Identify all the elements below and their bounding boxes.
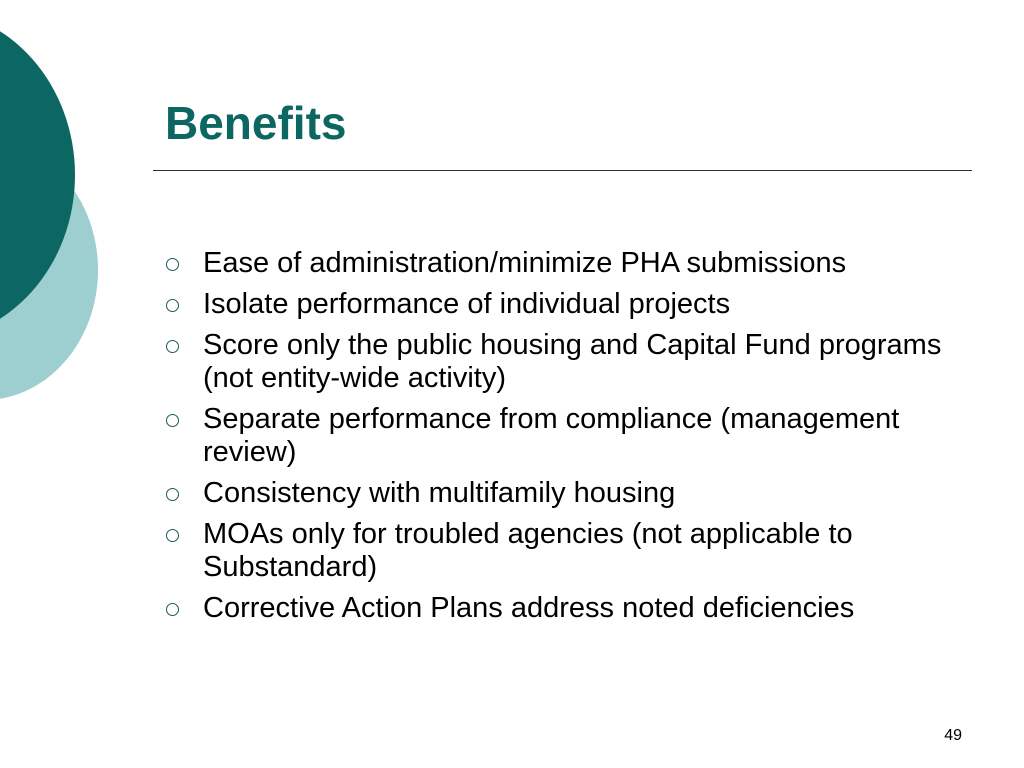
hollow-circle-icon — [166, 414, 179, 427]
bullet-text: Ease of administration/minimize PHA submissions — [203, 247, 847, 279]
title-divider — [153, 170, 972, 171]
bullet-text: Corrective Action Plans address noted deficiencies — [203, 592, 855, 624]
hollow-circle-icon — [166, 488, 179, 501]
bullet-item — [164, 247, 964, 280]
bullet-text: MOAs only for troubled agencies (not applicable to Substandard) — [203, 518, 853, 583]
bullet-item — [164, 329, 964, 395]
bullet-text: Separate performance from compliance (management review) — [203, 403, 900, 468]
bullet-item — [164, 592, 964, 625]
bullet-text: Consistency with multifamily housing — [203, 477, 676, 509]
bullet-item — [164, 288, 964, 321]
bullet-text: Score only the public housing and Capital Fund programs (not entity-wide activity) — [203, 329, 942, 394]
hollow-circle-icon — [166, 340, 179, 353]
bullet-list — [164, 247, 964, 633]
hollow-circle-icon — [166, 299, 179, 312]
bullet-item — [164, 403, 964, 469]
slide-title: Benefits — [165, 97, 347, 149]
hollow-circle-icon — [166, 529, 179, 542]
hollow-circle-icon — [166, 258, 179, 271]
page-number: 49 — [944, 727, 962, 744]
hollow-circle-icon — [166, 603, 179, 616]
bullet-text: Isolate performance of individual projects — [203, 288, 731, 320]
bullet-item — [164, 477, 964, 510]
bullet-item — [164, 518, 964, 584]
